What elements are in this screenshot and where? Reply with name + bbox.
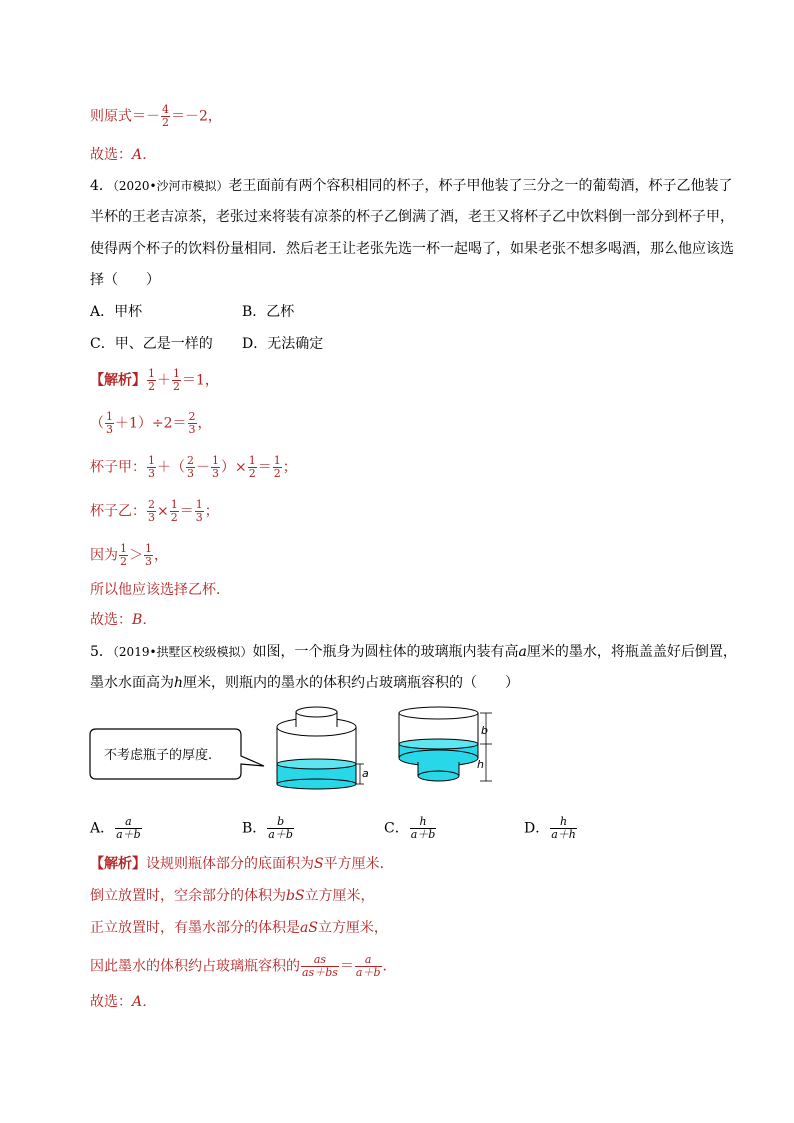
numerator: 1 bbox=[145, 542, 152, 555]
solution-4-conclusion: 所以他应该选择乙杯． bbox=[90, 582, 230, 598]
question-4-line-2: 半杯的王老吉凉茶，老张过来将装有凉茶的杯子乙倒满了酒，老王又将杯子乙中饮料倒一部分到杯子甲， bbox=[90, 209, 734, 225]
denominator: 2 bbox=[148, 380, 155, 393]
q5-option-c[interactable] bbox=[384, 816, 437, 841]
text: 厘米，则瓶内的墨水的体积约占玻璃瓶容积的（ ） bbox=[183, 675, 520, 691]
dim-b-label: b bbox=[481, 724, 488, 737]
numerator: a bbox=[364, 953, 372, 966]
ink-surface-2 bbox=[399, 739, 478, 749]
option-label: B． bbox=[242, 820, 267, 837]
text: 杯子乙： bbox=[90, 503, 146, 520]
numerator: h bbox=[560, 815, 568, 828]
denominator: 3 bbox=[145, 555, 152, 568]
text: 墨水水面高为 bbox=[90, 675, 174, 691]
text: ＝ bbox=[339, 958, 354, 975]
denominator: a＋h bbox=[551, 828, 576, 841]
numerator: b bbox=[277, 815, 285, 828]
q5-option-b[interactable] bbox=[242, 816, 295, 841]
text: ． bbox=[382, 958, 397, 975]
question-source: （2019•拱墅区校级模拟） bbox=[112, 645, 253, 659]
numerator: as bbox=[313, 953, 327, 966]
bottle-cap-top bbox=[296, 707, 337, 717]
denominator: a＋b bbox=[116, 828, 141, 841]
answer-value: A． bbox=[132, 147, 157, 163]
q4-option-a[interactable]: A．甲杯 bbox=[90, 304, 143, 320]
text: 厘米的墨水，将瓶盖盖好后倒置， bbox=[526, 644, 737, 660]
denominator: 2 bbox=[120, 555, 127, 568]
question-4-line-4: 择（ ） bbox=[90, 272, 160, 288]
variable: a bbox=[518, 644, 527, 660]
numerator: 1 bbox=[248, 454, 256, 467]
fraction bbox=[550, 816, 577, 841]
speech-bubble-text: 不考虑瓶子的厚度. bbox=[104, 748, 213, 763]
numerator: 1 bbox=[212, 454, 219, 467]
numerator: 1 bbox=[195, 498, 203, 511]
text: ）× bbox=[221, 459, 247, 476]
text: × bbox=[157, 503, 169, 520]
solution-5-line-3 bbox=[90, 918, 388, 938]
bottle-cap-2 bbox=[418, 771, 459, 781]
solution-tag: 【解析】 bbox=[90, 372, 146, 389]
numerator: 1 bbox=[273, 454, 281, 467]
answer-line-5 bbox=[90, 992, 156, 1012]
text: 老王面前有两个容积相同的杯子，杯子甲他装了三分之一的葡萄酒，杯子乙他装了 bbox=[228, 178, 733, 194]
text: － bbox=[196, 459, 210, 476]
variable: S bbox=[314, 856, 324, 872]
denominator: 2 bbox=[273, 467, 281, 480]
fraction bbox=[410, 816, 437, 841]
dim-a-label: a bbox=[362, 767, 369, 780]
denominator: as＋bs bbox=[302, 966, 338, 979]
answer-value: B． bbox=[132, 612, 157, 628]
text: 则原式 bbox=[90, 108, 132, 125]
denominator: 3 bbox=[212, 467, 219, 480]
ink-surface bbox=[277, 759, 356, 769]
answer-label: 故选： bbox=[90, 147, 132, 163]
text: ； bbox=[204, 503, 219, 520]
q4-option-b[interactable]: B．乙杯 bbox=[242, 304, 295, 320]
numerator: 1 bbox=[173, 367, 180, 380]
numerator: 1 bbox=[148, 454, 155, 467]
dim-h-label: h bbox=[477, 758, 484, 771]
denominator: a＋b bbox=[410, 828, 436, 841]
text: ＋（ bbox=[157, 459, 185, 476]
fraction bbox=[355, 954, 382, 979]
text: 如图，一个瓶身为圆柱体的玻璃瓶内装有高 bbox=[252, 644, 519, 660]
option-label: C． bbox=[384, 820, 409, 837]
numerator: 2 bbox=[148, 498, 155, 511]
denominator: 2 bbox=[248, 467, 256, 480]
text: 倒立放置时，空余部分的体积为 bbox=[90, 888, 286, 904]
numerator: h bbox=[419, 815, 427, 828]
fraction bbox=[115, 816, 142, 841]
option-label: A． bbox=[90, 820, 115, 837]
answer-label: 故选： bbox=[90, 994, 132, 1010]
numerator: 1 bbox=[106, 410, 113, 423]
text: ＋1）÷2＝ bbox=[115, 415, 187, 432]
text: 因此墨水的体积约占玻璃瓶容积的 bbox=[90, 958, 300, 975]
text: ＝－2， bbox=[171, 108, 222, 125]
numerator: 1 bbox=[120, 542, 127, 555]
numerator: 2 bbox=[188, 410, 196, 423]
option-label: D． bbox=[524, 820, 550, 837]
bottle-inverted bbox=[399, 707, 492, 781]
variable: h bbox=[174, 675, 184, 691]
q4-option-d[interactable]: D．无法确定 bbox=[242, 336, 324, 352]
text: ； bbox=[282, 459, 297, 476]
solution-tag: 【解析】 bbox=[90, 856, 146, 872]
numerator: 1 bbox=[170, 498, 178, 511]
numerator: 2 bbox=[187, 454, 194, 467]
q5-option-d[interactable] bbox=[524, 816, 578, 841]
denominator: a＋b bbox=[268, 828, 293, 841]
denominator: 3 bbox=[106, 423, 113, 436]
q5-option-a[interactable] bbox=[90, 816, 143, 841]
text: 立方厘米， bbox=[317, 920, 388, 936]
denominator: 3 bbox=[188, 423, 196, 436]
denominator: 3 bbox=[195, 511, 203, 524]
q4-option-c[interactable]: C．甲、乙是一样的 bbox=[90, 336, 213, 352]
question-source: （2020•沙河市模拟） bbox=[112, 179, 229, 193]
text: ＞ bbox=[129, 547, 143, 564]
denominator: 3 bbox=[148, 467, 155, 480]
text: ， bbox=[197, 415, 212, 432]
denominator: a＋b bbox=[355, 966, 381, 979]
text: ＋ bbox=[157, 372, 171, 389]
denominator: 2 bbox=[170, 511, 178, 524]
numerator: a bbox=[125, 815, 132, 828]
numerator: 4 bbox=[162, 103, 169, 116]
question-number: 5． bbox=[90, 644, 113, 660]
text: （ bbox=[90, 415, 104, 432]
variable: aS bbox=[300, 920, 318, 936]
text: 设规则瓶体部分的底面积为 bbox=[146, 856, 314, 872]
solution-5-line-1 bbox=[90, 854, 394, 874]
text: 平方厘米． bbox=[323, 856, 394, 872]
question-4-line-3: 使得两个杯子的饮料份量相同．然后老王让老张先选一杯一起喝了，如果老张不想多喝酒，那么他应该选 bbox=[90, 241, 734, 257]
numerator: 1 bbox=[148, 367, 155, 380]
text: ＝－ bbox=[132, 108, 160, 125]
bottle-top-2 bbox=[399, 707, 478, 719]
bottle-upright bbox=[277, 707, 369, 789]
text: ＝ bbox=[179, 503, 194, 520]
denominator: 2 bbox=[162, 116, 169, 129]
text: 立方厘米， bbox=[304, 888, 375, 904]
fraction bbox=[267, 816, 294, 841]
answer-label: 故选： bbox=[90, 612, 132, 628]
text: 正立放置时，有墨水部分的体积是 bbox=[90, 920, 300, 936]
text: ＝1， bbox=[182, 372, 219, 389]
variable: bS bbox=[286, 888, 305, 904]
text: 因为 bbox=[90, 547, 118, 564]
fraction bbox=[301, 954, 339, 979]
text: ， bbox=[154, 547, 168, 564]
question-number: 4． bbox=[90, 178, 113, 194]
solution-5-line-4 bbox=[90, 954, 397, 979]
text: ＝ bbox=[257, 459, 272, 476]
denominator: 3 bbox=[148, 511, 155, 524]
solution-5-line-2 bbox=[90, 886, 375, 906]
answer-value: A． bbox=[132, 994, 157, 1010]
bottle-bottom bbox=[277, 779, 356, 789]
denominator: 3 bbox=[187, 467, 194, 480]
text: 杯子甲： bbox=[90, 459, 146, 476]
denominator: 2 bbox=[173, 380, 180, 393]
